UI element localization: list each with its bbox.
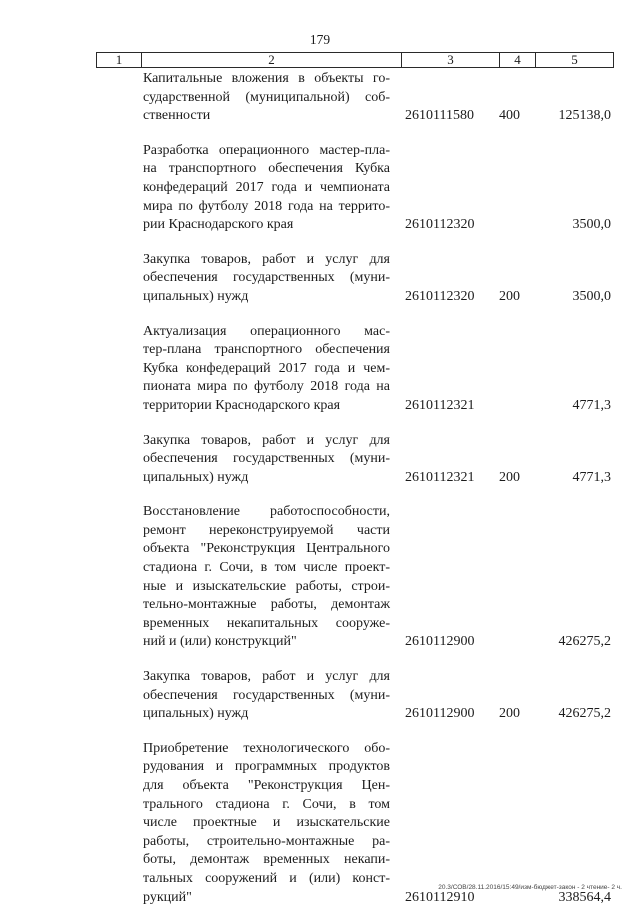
- row-amount: 338564,4: [558, 889, 611, 905]
- row-description: [143, 323, 390, 416]
- description-line: ные и изыскательские работы, строи-: [143, 578, 390, 594]
- description-line: мира по футболу 2018 года на террито-: [143, 198, 390, 214]
- description-line: ственности: [143, 108, 211, 124]
- description-line: ципальных) нужд: [143, 469, 249, 485]
- row-description: [143, 503, 390, 652]
- description-line: Восстановление работоспособности,: [143, 504, 390, 520]
- description-line: стадиона г. Сочи, в том числе проект-: [143, 560, 390, 576]
- header-col-2: 2: [141, 53, 401, 67]
- table-row: [0, 323, 640, 416]
- description-line: тельно-монтажные работы, демонтаж: [143, 597, 390, 613]
- description-line: тер-плана транспортного обеспечения: [143, 342, 390, 358]
- description-line: числе проектные и изыскательские: [143, 815, 390, 831]
- row-description: [143, 668, 390, 724]
- description-line: ципальных) нужд: [143, 706, 249, 722]
- header-col-1: 1: [115, 52, 123, 67]
- description-line: работы, строительно-монтажные ра-: [143, 833, 390, 849]
- description-line: сударственной (муниципальной) соб-: [143, 89, 390, 105]
- row-code: 2610112321: [405, 469, 475, 485]
- row-amount: 3500,0: [572, 288, 611, 304]
- table-row: [0, 70, 640, 126]
- description-line: рудования и программных продуктов: [143, 759, 390, 775]
- header-col-4: 4: [499, 53, 535, 67]
- table-row: [0, 740, 640, 907]
- table-row: [0, 503, 640, 652]
- row-expense-type: 200: [499, 469, 520, 485]
- table-row: [0, 432, 640, 488]
- row-code: 2610112910: [405, 889, 475, 905]
- description-line: объекта "Реконструкция Центрального: [143, 541, 390, 557]
- description-line: обеспечения государственных (муни-: [143, 270, 390, 286]
- budget-table-body: [0, 70, 640, 923]
- description-line: Капитальные вложения в объекты го-: [143, 71, 390, 86]
- row-expense-type: 200: [499, 288, 520, 304]
- row-code: 2610112320: [405, 217, 475, 233]
- row-amount: 426275,2: [558, 634, 611, 650]
- row-code: 2610112900: [405, 706, 475, 722]
- row-amount: 3500,0: [572, 217, 611, 233]
- description-line: конфедераций 2017 года и чемпионата: [143, 179, 390, 195]
- description-line: тальных сооружений и (или) конст-: [143, 870, 390, 886]
- table-row: [0, 142, 640, 235]
- row-description: [143, 251, 390, 307]
- description-line: Закупка товаров, работ и услуг для: [143, 432, 390, 448]
- row-description: [143, 70, 390, 126]
- description-line: трального стадиона г. Сочи, в том: [143, 796, 390, 812]
- description-line: ципальных) нужд: [143, 288, 249, 304]
- table-row: [0, 251, 640, 307]
- row-code: 2610112900: [405, 634, 475, 650]
- footer-note: 20.3/СОВ/28.11.2016/15:49/изм-бюджет-закон - 2 чтение- 2 ч.: [438, 884, 622, 891]
- description-line: ний и (или) конструкций": [143, 634, 297, 650]
- description-line: ремонт нереконструируемой части: [143, 522, 390, 538]
- table-header: [96, 52, 614, 68]
- description-line: обеспечения государственных (муни-: [143, 687, 390, 703]
- row-expense-type: 400: [499, 108, 520, 124]
- row-description: [143, 740, 390, 907]
- description-line: территории Краснодарского края: [143, 397, 341, 413]
- description-line: Актуализация операционного мас-: [143, 323, 390, 339]
- description-line: Кубка конфедераций 2017 года и чем-: [143, 360, 390, 376]
- description-line: Приобретение технологического обо-: [143, 740, 390, 756]
- row-expense-type: 200: [499, 706, 520, 722]
- table-row: [0, 668, 640, 724]
- row-code: 2610112321: [405, 397, 475, 413]
- row-amount: 426275,2: [558, 706, 611, 722]
- description-line: обеспечения государственных (муни-: [143, 451, 390, 467]
- description-line: Закупка товаров, работ и услуг для: [143, 669, 390, 685]
- header-col-3: 3: [401, 53, 499, 67]
- row-amount: 4771,3: [572, 469, 611, 485]
- description-line: на транспортного обеспечения Кубка: [143, 161, 390, 177]
- row-amount: 125138,0: [558, 108, 611, 124]
- description-line: для объекта "Реконструкция Цен-: [143, 778, 390, 793]
- description-line: рукций": [143, 889, 192, 905]
- page-number: 179: [309, 32, 331, 47]
- description-line: пионата мира по футболу 2018 года на: [143, 379, 390, 395]
- description-line: боты, демонтаж временных некапи-: [143, 852, 390, 868]
- description-line: Разработка операционного мастер-пла-: [143, 142, 390, 158]
- description-line: Закупка товаров, работ и услуг для: [143, 251, 390, 267]
- description-line: рии Краснодарского края: [143, 217, 294, 233]
- row-description: [143, 142, 390, 235]
- description-line: временных некапитальных сооруже-: [143, 615, 390, 631]
- row-code: 2610111580: [405, 108, 474, 124]
- row-description: [143, 432, 390, 488]
- row-code: 2610112320: [405, 288, 475, 304]
- header-col-5: 5: [535, 53, 613, 67]
- row-amount: 4771,3: [572, 397, 611, 413]
